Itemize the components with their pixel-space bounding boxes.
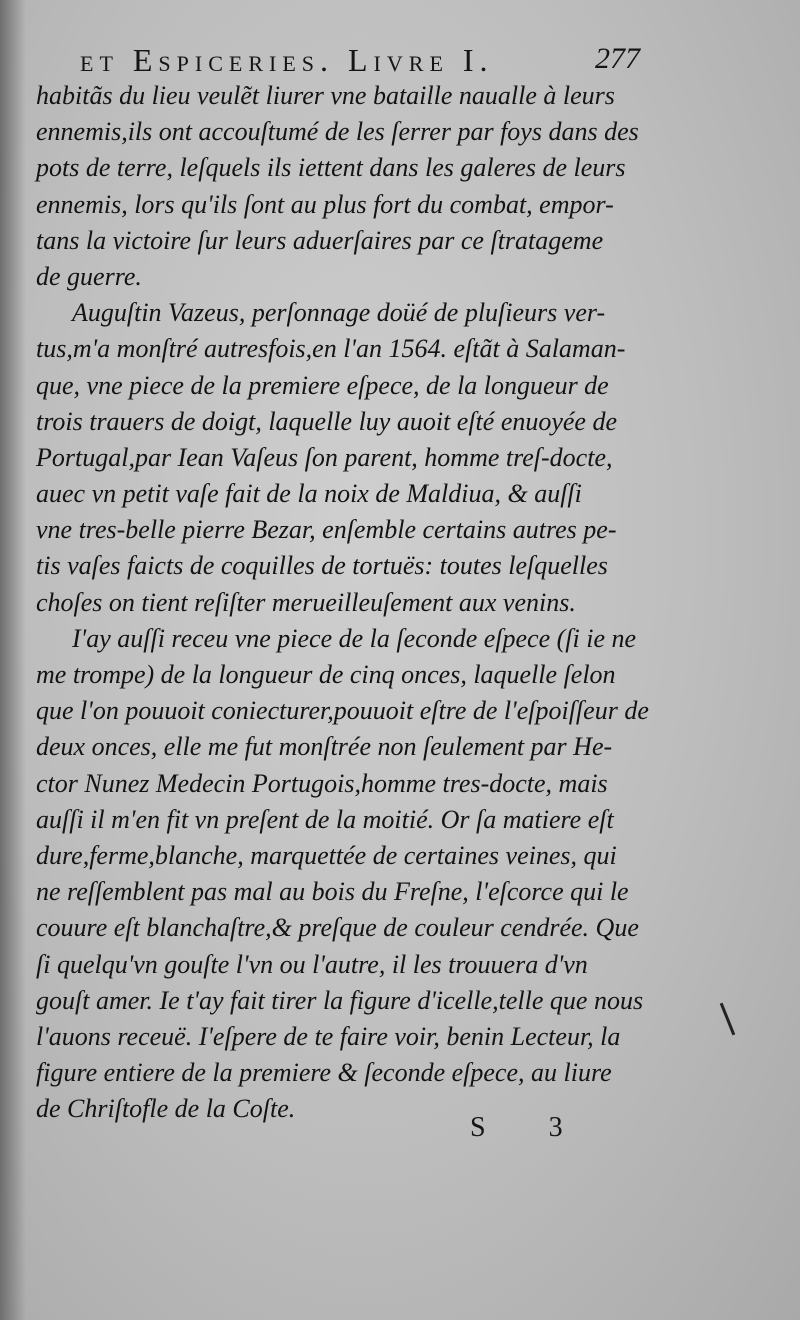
text-line: trois trauers de doigt, laquelle luy auoit eſté enuoyée de (36, 406, 618, 436)
text-line: figure entiere de la premiere & ſeconde eſpece, au liure (36, 1058, 612, 1088)
text-line: ctor Nunez Medecin Portugois,homme tres-docte, mais (36, 768, 608, 798)
binding-shadow (0, 0, 26, 1320)
text-line: que l'on pouuoit coniecturer,pouuoit eſtre de l'eſpoiſſeur de (36, 696, 649, 726)
text-line: ſi quelqu'vn gouſte l'vn ou l'autre, il les trouuera d'vn (36, 949, 588, 979)
running-title: et Espiceries. Livre I. (80, 42, 494, 78)
body-text (36, 78, 656, 1127)
text-line: habitãs du lieu veulẽt liurer vne bataille naualle à leurs (36, 81, 615, 110)
text-line: couure eſt blanchaſtre,& preſque de couleur cendrée. Que (36, 913, 639, 943)
page-number: 277 (595, 42, 640, 75)
text-line: ennemis, lors qu'ils ſont au plus fort du combat, empor- (36, 189, 614, 219)
text-line: me trompe) de la longueur de cinq onces, laquelle ſelon (36, 660, 616, 689)
text-line: tus,m'a monſtré autresfois,en l'an 1564. eſtãt à Salaman- (36, 334, 626, 364)
text-line: tans la victoire ſur leurs aduerſaires par ce ſtratageme (36, 225, 604, 255)
signature-mark: S 3 (470, 1112, 591, 1143)
text-line: deux onces, elle me fut monſtrée non ſeulement par He- (36, 732, 613, 762)
text-line: de Chriſtofle de la Coſte. (36, 1094, 296, 1124)
text-line: choſes on tient reſiſter merueilleuſement aux venins. (36, 587, 576, 617)
text-line: tis vaſes faicts de coquilles de tortuës: toutes leſquelles (36, 551, 608, 581)
text-line: Auguſtin Vazeus, perſonnage doüé de pluſieurs ver- (72, 298, 606, 328)
text-line: gouſt amer. Ie t'ay fait tirer la figure d'icelle,telle que nous (36, 985, 644, 1015)
text-line: vne tres-belle pierre Bezar, enſemble certains autres pe- (36, 515, 617, 545)
margin-pen-mark (720, 1003, 736, 1036)
text-line: dure,ferme,blanche, marquettée de certaines veines, qui (36, 840, 617, 870)
text-line: auec vn petit vaſe fait de la noix de Maldiua, & auſſi (36, 479, 582, 509)
text-line: que, vne piece de la premiere eſpece, de la longueur de (36, 370, 609, 400)
text-line: ennemis,ils ont accouſtumé de les ſerrer par foys dans des (36, 117, 639, 147)
text-line: l'auons receuë. I'eſpere de te faire voir, benin Lecteur, la (36, 1021, 621, 1051)
text-line: I'ay auſſi receu vne piece de la ſeconde eſpece (ſi ie ne (72, 623, 637, 653)
text-line: pots de terre, leſquels ils iettent dans les galeres de leurs (36, 153, 626, 183)
text-line: de guerre. (36, 261, 142, 291)
text-line: Portugal,par Iean Vaſeus ſon parent, homme treſ-docte, (36, 442, 613, 472)
page-header (80, 34, 650, 84)
text-line: auſſi il m'en fit vn preſent de la moitié. Or ſa matiere eſt (36, 804, 614, 834)
text-line: ne reſſemblent pas mal au bois du Freſne, l'eſcorce qui le (36, 877, 629, 907)
